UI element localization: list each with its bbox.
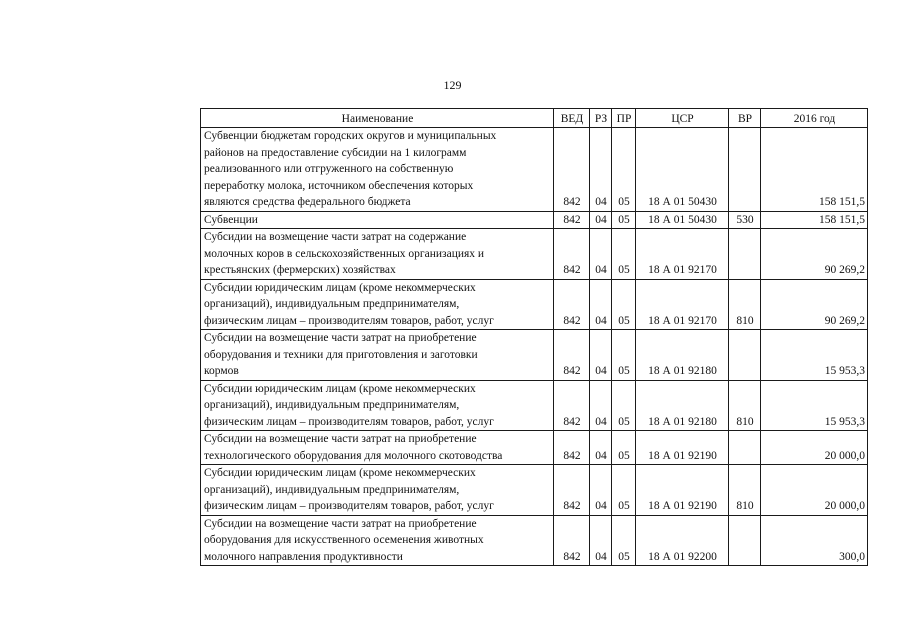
table-body bbox=[201, 128, 868, 566]
table-header bbox=[201, 109, 868, 128]
cell-name: Субсидии юридическим лицам (кроме некоммерческих организаций), индивидуальным предпринимателям, физическим лицам – производителям товаров, работ, услуг bbox=[201, 380, 554, 431]
cell-ved: 842 bbox=[554, 465, 590, 516]
cell-sum: 90 269,2 bbox=[761, 279, 868, 330]
header-name: Наименование bbox=[201, 109, 554, 128]
cell-csr: 18 А 01 92200 bbox=[636, 515, 729, 566]
table-row bbox=[201, 380, 868, 431]
cell-pr: 05 bbox=[612, 229, 636, 280]
cell-sum: 20 000,0 bbox=[761, 465, 868, 516]
cell-sum: 90 269,2 bbox=[761, 229, 868, 280]
header-ved: ВЕД bbox=[554, 109, 590, 128]
cell-rz: 04 bbox=[590, 330, 612, 381]
budget-table bbox=[200, 108, 868, 566]
cell-csr: 18 А 01 50430 bbox=[636, 128, 729, 212]
cell-csr: 18 А 01 92180 bbox=[636, 380, 729, 431]
cell-sum: 158 151,5 bbox=[761, 211, 868, 229]
header-rz: РЗ bbox=[590, 109, 612, 128]
cell-vr bbox=[729, 229, 761, 280]
cell-csr: 18 А 01 92180 bbox=[636, 330, 729, 381]
header-year: 2016 год bbox=[761, 109, 868, 128]
cell-name: Субсидии на возмещение части затрат на содержание молочных коров в сельскохозяйственных организациях и крестьянских (фермерских) хозяйствах bbox=[201, 229, 554, 280]
cell-sum: 20 000,0 bbox=[761, 431, 868, 465]
header-pr: ПР bbox=[612, 109, 636, 128]
header-csr: ЦСР bbox=[636, 109, 729, 128]
cell-rz: 04 bbox=[590, 380, 612, 431]
cell-ved: 842 bbox=[554, 330, 590, 381]
cell-pr: 05 bbox=[612, 330, 636, 381]
table-row bbox=[201, 128, 868, 212]
cell-ved: 842 bbox=[554, 128, 590, 212]
header-row bbox=[201, 109, 868, 128]
cell-ved: 842 bbox=[554, 431, 590, 465]
cell-rz: 04 bbox=[590, 211, 612, 229]
cell-name: Субсидии на возмещение части затрат на приобретение технологического оборудования для молочного скотоводства bbox=[201, 431, 554, 465]
cell-rz: 04 bbox=[590, 515, 612, 566]
cell-csr: 18 А 01 92190 bbox=[636, 465, 729, 516]
cell-pr: 05 bbox=[612, 211, 636, 229]
cell-pr: 05 bbox=[612, 515, 636, 566]
table-row bbox=[201, 211, 868, 229]
cell-ved: 842 bbox=[554, 515, 590, 566]
cell-rz: 04 bbox=[590, 431, 612, 465]
cell-name: Субсидии на возмещение части затрат на приобретение оборудования и техники для приготовления и заготовки кормов bbox=[201, 330, 554, 381]
cell-ved: 842 bbox=[554, 211, 590, 229]
cell-ved: 842 bbox=[554, 380, 590, 431]
cell-csr: 18 А 01 92170 bbox=[636, 229, 729, 280]
cell-sum: 15 953,3 bbox=[761, 330, 868, 381]
cell-sum: 15 953,3 bbox=[761, 380, 868, 431]
cell-pr: 05 bbox=[612, 380, 636, 431]
cell-pr: 05 bbox=[612, 431, 636, 465]
cell-name: Субсидии юридическим лицам (кроме некоммерческих организаций), индивидуальным предпринимателям, физическим лицам – производителям товаров, работ, услуг bbox=[201, 279, 554, 330]
cell-name: Субсидии на возмещение части затрат на приобретение оборудования для искусственного осеменения животных молочного направления продуктивности bbox=[201, 515, 554, 566]
cell-sum: 158 151,5 bbox=[761, 128, 868, 212]
cell-vr bbox=[729, 128, 761, 212]
cell-csr: 18 А 01 92170 bbox=[636, 279, 729, 330]
cell-vr: 810 bbox=[729, 465, 761, 516]
cell-pr: 05 bbox=[612, 128, 636, 212]
page-number: 129 bbox=[443, 78, 462, 92]
cell-name: Субвенции bbox=[201, 211, 554, 229]
table-row bbox=[201, 279, 868, 330]
cell-vr bbox=[729, 431, 761, 465]
cell-pr: 05 bbox=[612, 279, 636, 330]
cell-sum: 300,0 bbox=[761, 515, 868, 566]
cell-name: Субвенции бюджетам городских округов и муниципальных районов на предоставление субсидии на 1 килограмм реализованного или отгруженного на собственную переработку молока, источником обеспечения которых являются средства федерального бюджета bbox=[201, 128, 554, 212]
cell-ved: 842 bbox=[554, 229, 590, 280]
header-vr: ВР bbox=[729, 109, 761, 128]
table-row bbox=[201, 330, 868, 381]
cell-csr: 18 А 01 92190 bbox=[636, 431, 729, 465]
cell-rz: 04 bbox=[590, 279, 612, 330]
cell-pr: 05 bbox=[612, 465, 636, 516]
cell-vr bbox=[729, 330, 761, 381]
cell-vr bbox=[729, 515, 761, 566]
cell-rz: 04 bbox=[590, 128, 612, 212]
cell-vr: 810 bbox=[729, 380, 761, 431]
table-row bbox=[201, 515, 868, 566]
cell-ved: 842 bbox=[554, 279, 590, 330]
table-row bbox=[201, 229, 868, 280]
cell-rz: 04 bbox=[590, 229, 612, 280]
cell-csr: 18 А 01 50430 bbox=[636, 211, 729, 229]
cell-name: Субсидии юридическим лицам (кроме некоммерческих организаций), индивидуальным предпринимателям, физическим лицам – производителям товаров, работ, услуг bbox=[201, 465, 554, 516]
cell-rz: 04 bbox=[590, 465, 612, 516]
table-row bbox=[201, 431, 868, 465]
table-row bbox=[201, 465, 868, 516]
cell-vr: 810 bbox=[729, 279, 761, 330]
cell-vr: 530 bbox=[729, 211, 761, 229]
